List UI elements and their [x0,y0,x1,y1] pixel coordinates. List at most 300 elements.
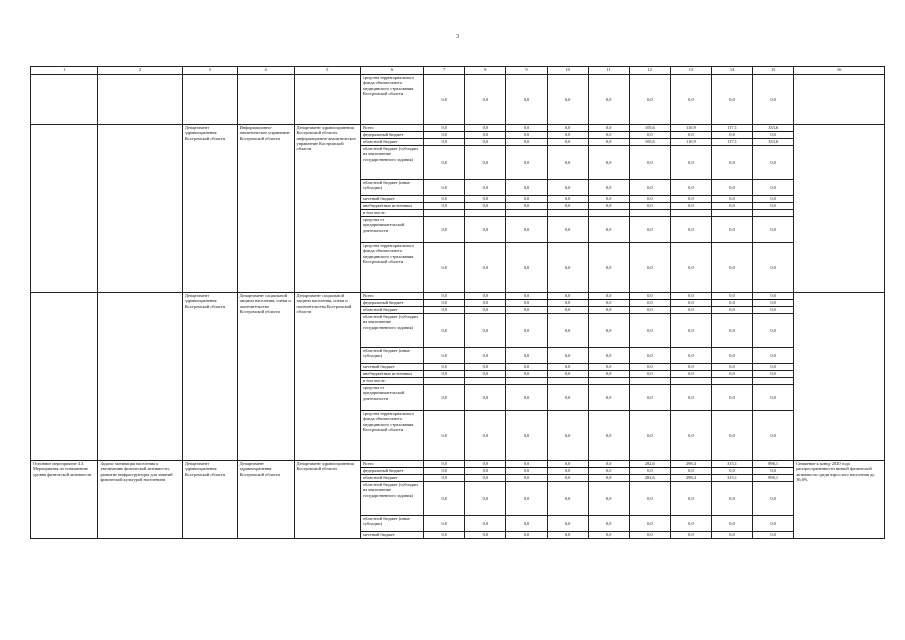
cell-value: 0,0 [424,125,465,132]
cell-value: 0,0 [711,532,752,539]
cell-activity [31,125,98,293]
cell-value: 0,0 [506,75,547,125]
cell-value: 0,0 [629,532,670,539]
cell-activity: Основное мероприятие 4.3. Мероприятия по повышению уровня физической активности [31,461,98,539]
cell-value: 0,0 [670,132,711,139]
header-row [31,67,885,75]
cell-funding-source: в том числе: [360,210,423,217]
cell-value: 0,0 [506,516,547,532]
cell-value: 0,0 [506,348,547,364]
cell-value: 105,6 [629,139,670,146]
cell-funding-source: Всего [360,461,423,468]
cell-value: 0,0 [424,314,465,348]
cell-executor [237,75,294,125]
cell-value: 0,0 [588,314,629,348]
column-header: 2 [98,67,182,75]
column-header: 13 [670,67,711,75]
cell-expected-result [794,125,885,293]
cell-value: 0,0 [506,411,547,461]
cell-value: 0,0 [588,385,629,411]
cell-value: 0,0 [588,371,629,378]
cell-value: 0,0 [753,146,794,180]
cell-value [588,210,629,217]
cell-value: 0,0 [711,180,752,196]
cell-value: 0,0 [506,196,547,203]
cell-value: 0,0 [753,293,794,300]
cell-value: 0,0 [506,125,547,132]
cell-value [424,210,465,217]
cell-value: 0,0 [629,146,670,180]
cell-funding-source: федеральный бюджет [360,468,423,475]
cell-value: 315,1 [711,461,752,468]
cell-value: 0,0 [465,516,506,532]
cell-value: 0,0 [670,468,711,475]
cell-funding-source: средства территориального фонда обязательного медицинского страхования Костромской области [360,243,423,293]
cell-value [629,378,670,385]
cell-value: 0,0 [753,364,794,371]
cell-value: 333,6 [753,139,794,146]
cell-value: 0,0 [506,203,547,210]
cell-funding-source: областной бюджет [360,139,423,146]
cell-value: 0,0 [547,371,588,378]
cell-value: 0,0 [547,132,588,139]
table-row [31,75,885,125]
cell-value: 0,0 [424,146,465,180]
cell-value: 0,0 [547,385,588,411]
cell-value: 0,0 [753,482,794,516]
cell-value: 0,0 [424,482,465,516]
cell-value: 0,0 [465,293,506,300]
cell-value: 0,0 [670,196,711,203]
cell-value: 0,0 [629,385,670,411]
cell-executor: Департамент здравоохранения Костромской области [182,125,237,293]
cell-value: 0,0 [547,482,588,516]
cell-funding-source: областной бюджет [360,307,423,314]
cell-value: 0,0 [506,468,547,475]
column-header: 5 [294,67,360,75]
cell-executor: Департамент социальной защиты населения, опеки и попечительства Костромской области [237,293,294,461]
cell-value: 0,0 [465,475,506,482]
cell-value: 0,0 [670,146,711,180]
cell-value: 0,0 [588,482,629,516]
cell-value: 0,0 [547,146,588,180]
cell-value: 0,0 [547,196,588,203]
cell-value: 0,0 [465,217,506,243]
budget-table [30,66,885,539]
cell-value: 0,0 [465,75,506,125]
cell-value: 0,0 [711,364,752,371]
cell-value: 0,0 [506,146,547,180]
cell-value: 0,0 [670,348,711,364]
cell-value: 0,0 [670,482,711,516]
cell-value: 0,0 [588,411,629,461]
cell-value: 0,0 [547,314,588,348]
cell-task [98,125,182,293]
cell-value: 315,1 [711,475,752,482]
cell-value: 0,0 [711,516,752,532]
cell-value: 0,0 [588,307,629,314]
cell-executor: Департамент здравоохранения Костромской области [182,461,237,539]
cell-value: 0,0 [547,203,588,210]
cell-funding-source: средства территориального фонда обязательного медицинского страхования Костромской области [360,75,423,125]
cell-value [711,210,752,217]
cell-funding-source: областной бюджет (субсидии на выполнение государственного задания) [360,482,423,516]
cell-value [629,210,670,217]
cell-value: 0,0 [424,461,465,468]
cell-value: 0,0 [711,371,752,378]
cell-value: 333,6 [753,125,794,132]
cell-executor: Департамент здравоохранения Костромской области [294,461,360,539]
cell-value: 117,1 [711,125,752,132]
cell-value: 0,0 [424,180,465,196]
cell-value: 0,0 [547,364,588,371]
column-header: 15 [753,67,794,75]
cell-value: 0,0 [711,307,752,314]
cell-value: 0,0 [629,348,670,364]
column-header: 9 [506,67,547,75]
cell-value: 0,0 [424,516,465,532]
column-header: 4 [237,67,294,75]
cell-funding-source: средства от предпринимательской деятельности [360,217,423,243]
cell-value: 0,0 [711,468,752,475]
cell-value: 0,0 [711,196,752,203]
cell-value: 0,0 [711,348,752,364]
column-header: 14 [711,67,752,75]
cell-value: 0,0 [588,293,629,300]
cell-value: 0,0 [547,468,588,475]
cell-funding-source: средства от предпринимательской деятельности [360,385,423,411]
cell-expected-result [794,293,885,461]
cell-value: 0,0 [588,132,629,139]
cell-task [98,293,182,461]
cell-value [424,378,465,385]
cell-value: 0,0 [547,125,588,132]
cell-value: 896,1 [753,475,794,482]
cell-value [670,378,711,385]
cell-value: 0,0 [670,532,711,539]
cell-value: 0,0 [670,180,711,196]
column-header: 3 [182,67,237,75]
cell-funding-source: средства территориального фонда обязательного медицинского страхования Костромской области [360,411,423,461]
cell-value: 0,0 [711,482,752,516]
cell-value: 0,0 [711,146,752,180]
cell-value: 282,6 [629,475,670,482]
cell-funding-source: областной бюджет [360,475,423,482]
cell-value: 0,0 [670,293,711,300]
cell-value: 0,0 [753,307,794,314]
cell-value: 0,0 [424,364,465,371]
cell-value: 0,0 [547,217,588,243]
cell-value: 0,0 [465,411,506,461]
cell-executor: Департамент здравоохранения Костромской области [182,293,237,461]
cell-value [670,210,711,217]
cell-value: 0,0 [424,411,465,461]
cell-value: 0,0 [547,180,588,196]
cell-value: 0,0 [670,516,711,532]
cell-value: 0,0 [465,348,506,364]
cell-value: 0,0 [465,125,506,132]
cell-executor: Департамент социальной защиты населения, опеки и попечительства Костромской области [294,293,360,461]
cell-value: 0,0 [465,243,506,293]
cell-value: 0,0 [629,203,670,210]
cell-value: 0,0 [588,475,629,482]
cell-value: 0,0 [629,300,670,307]
cell-value [465,378,506,385]
column-header: 10 [547,67,588,75]
column-header: 6 [360,67,423,75]
cell-value: 0,0 [670,314,711,348]
cell-value: 110,9 [670,139,711,146]
cell-value: 0,0 [588,532,629,539]
cell-value: 110,9 [670,125,711,132]
cell-value: 0,0 [670,371,711,378]
cell-value: 0,0 [465,196,506,203]
cell-value: 0,0 [465,139,506,146]
cell-value: 0,0 [629,196,670,203]
cell-value [711,378,752,385]
cell-value: 0,0 [711,203,752,210]
cell-value: 0,0 [465,532,506,539]
cell-funding-source: федеральный бюджет [360,300,423,307]
cell-value: 0,0 [670,75,711,125]
cell-value: 0,0 [629,307,670,314]
cell-task [98,75,182,125]
cell-value: 0,0 [506,300,547,307]
cell-value: 0,0 [588,468,629,475]
cell-value: 117,1 [711,139,752,146]
cell-value: 896,1 [753,461,794,468]
cell-value: 0,0 [753,385,794,411]
cell-value: 0,0 [506,217,547,243]
cell-value: 0,0 [753,217,794,243]
cell-funding-source: местный бюджет [360,364,423,371]
cell-value: 0,0 [711,132,752,139]
cell-value: 0,0 [465,132,506,139]
cell-value: 0,0 [753,371,794,378]
table-row [31,293,885,300]
cell-executor: Департамент здравоохранения Костромской области [237,461,294,539]
cell-value: 0,0 [588,243,629,293]
table-row [31,461,885,468]
column-header: 1 [31,67,98,75]
cell-value: 0,0 [588,125,629,132]
cell-value: 0,0 [670,385,711,411]
cell-value [753,210,794,217]
cell-executor [294,75,360,125]
cell-value: 0,0 [547,300,588,307]
cell-funding-source: местный бюджет [360,532,423,539]
cell-value: 0,0 [465,364,506,371]
cell-value: 0,0 [753,468,794,475]
cell-expected-result [794,75,885,125]
cell-funding-source: внебюджетные источники [360,203,423,210]
cell-expected-result: Снижение к концу 2020 года распространенности низкой физической активности среди взрослого населения до 36,0% [794,461,885,539]
cell-value: 0,0 [711,385,752,411]
cell-value: 0,0 [629,243,670,293]
cell-value: 0,0 [629,293,670,300]
cell-value: 0,0 [506,364,547,371]
cell-value: 0,0 [753,516,794,532]
cell-value: 0,0 [629,371,670,378]
cell-value: 0,0 [424,475,465,482]
cell-funding-source: Всего [360,125,423,132]
cell-value: 0,0 [506,532,547,539]
cell-value: 0,0 [588,364,629,371]
cell-value: 0,0 [629,180,670,196]
cell-value: 282,6 [629,461,670,468]
cell-executor: Информационно-аналитическое управление Костромской области [237,125,294,293]
cell-value: 105,6 [629,125,670,132]
cell-value: 0,0 [629,364,670,371]
cell-executor: Департамент здравоохранения Костромской области, информационно-аналитическое управление Костромской области [294,125,360,293]
cell-value: 0,0 [629,482,670,516]
cell-funding-source: областной бюджет (субсидии на выполнение государственного задания) [360,146,423,180]
cell-value: 0,0 [547,532,588,539]
cell-value [506,378,547,385]
cell-value: 0,0 [424,307,465,314]
cell-value: 0,0 [547,475,588,482]
column-header: 8 [465,67,506,75]
cell-value: 0,0 [547,411,588,461]
cell-value: 0,0 [465,461,506,468]
cell-value: 0,0 [588,348,629,364]
column-header: 12 [629,67,670,75]
cell-value: 0,0 [711,411,752,461]
cell-value: 0,0 [424,371,465,378]
cell-value: 0,0 [588,75,629,125]
cell-value: 0,0 [588,217,629,243]
cell-value: 0,0 [506,482,547,516]
cell-value: 0,0 [547,139,588,146]
cell-value: 0,0 [506,461,547,468]
cell-value: 0,0 [465,468,506,475]
cell-value: 0,0 [465,300,506,307]
cell-value: 0,0 [629,132,670,139]
cell-value: 0,0 [588,461,629,468]
cell-value: 0,0 [588,180,629,196]
cell-value: 0,0 [753,180,794,196]
cell-value: 0,0 [588,300,629,307]
cell-value: 0,0 [424,243,465,293]
cell-value: 0,0 [506,180,547,196]
cell-value [547,210,588,217]
cell-value: 0,0 [424,468,465,475]
cell-value: 0,0 [670,243,711,293]
cell-value: 0,0 [753,132,794,139]
cell-value: 0,0 [506,293,547,300]
cell-value: 298,4 [670,475,711,482]
cell-value: 0,0 [424,75,465,125]
cell-funding-source: внебюджетные источники [360,371,423,378]
cell-value: 0,0 [465,307,506,314]
cell-value: 0,0 [465,146,506,180]
budget-table-wrapper [30,66,885,626]
cell-funding-source: Всего [360,293,423,300]
cell-activity [31,293,98,461]
cell-executor [182,75,237,125]
cell-value: 0,0 [753,348,794,364]
cell-funding-source: областной бюджет (субсидии на выполнение государственного задания) [360,314,423,348]
cell-value: 0,0 [670,203,711,210]
cell-value: 0,0 [465,371,506,378]
cell-value: 0,0 [506,307,547,314]
cell-value: 0,0 [424,196,465,203]
cell-value: 0,0 [424,293,465,300]
cell-value: 0,0 [711,75,752,125]
cell-value: 0,0 [424,217,465,243]
cell-task: Задача: мотивация населения к увеличению физической активности, развитие инфраструктуры для занятий физической культурой населением [98,461,182,539]
cell-value: 0,0 [588,203,629,210]
cell-value: 0,0 [424,300,465,307]
cell-funding-source: областной бюджет (иные субсидии) [360,180,423,196]
column-header: 11 [588,67,629,75]
cell-value: 0,0 [753,196,794,203]
cell-value: 0,0 [588,139,629,146]
cell-value: 0,0 [753,203,794,210]
cell-value: 0,0 [547,243,588,293]
cell-value: 0,0 [629,468,670,475]
cell-value: 0,0 [629,75,670,125]
cell-value: 0,0 [424,385,465,411]
cell-value [547,378,588,385]
cell-value: 0,0 [670,411,711,461]
cell-value: 0,0 [753,75,794,125]
cell-value: 0,0 [506,314,547,348]
cell-value: 0,0 [753,532,794,539]
cell-value: 0,0 [547,293,588,300]
table-row [31,125,885,132]
cell-value: 0,0 [629,314,670,348]
cell-value: 0,0 [506,132,547,139]
cell-value: 0,0 [506,475,547,482]
cell-value: 0,0 [424,132,465,139]
cell-value: 0,0 [629,516,670,532]
cell-value: 0,0 [753,300,794,307]
cell-funding-source: местный бюджет [360,196,423,203]
cell-value: 0,0 [506,139,547,146]
cell-value: 0,0 [711,217,752,243]
cell-value: 0,0 [424,532,465,539]
cell-value: 0,0 [670,307,711,314]
cell-value [465,210,506,217]
cell-value [506,210,547,217]
cell-value: 0,0 [465,314,506,348]
cell-value: 0,0 [670,300,711,307]
cell-value: 0,0 [465,385,506,411]
cell-funding-source: федеральный бюджет [360,132,423,139]
cell-value: 0,0 [465,180,506,196]
cell-value: 0,0 [547,75,588,125]
cell-value: 0,0 [753,411,794,461]
cell-value: 0,0 [711,300,752,307]
cell-value: 0,0 [711,293,752,300]
cell-value: 0,0 [547,307,588,314]
cell-value: 0,0 [670,364,711,371]
cell-funding-source: областной бюджет (иные субсидии) [360,348,423,364]
cell-value: 0,0 [506,371,547,378]
cell-value: 0,0 [711,243,752,293]
cell-value: 298,4 [670,461,711,468]
cell-value: 0,0 [506,385,547,411]
cell-value: 0,0 [588,196,629,203]
cell-value: 0,0 [629,411,670,461]
cell-value [588,378,629,385]
cell-value: 0,0 [424,139,465,146]
cell-value: 0,0 [424,348,465,364]
cell-value: 0,0 [547,348,588,364]
cell-value: 0,0 [465,203,506,210]
cell-value: 0,0 [588,146,629,180]
